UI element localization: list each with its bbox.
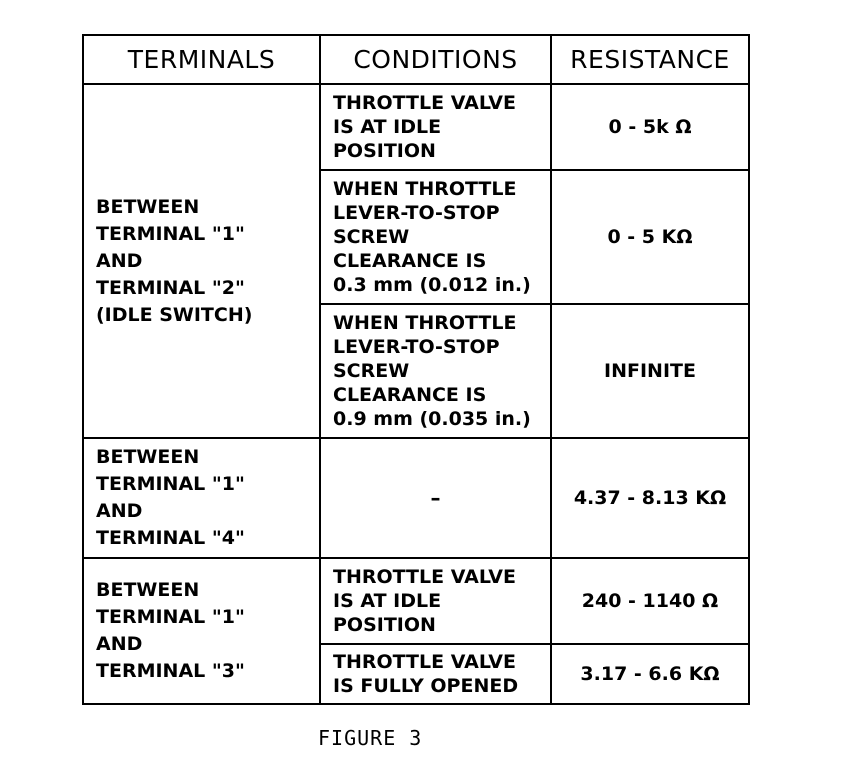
- condition-cell: WHEN THROTTLE LEVER-TO-STOP SCREW CLEARANCE IS 0.3 mm (0.012 in.): [320, 170, 551, 304]
- resistance-cell: 240 - 1140 Ω: [551, 558, 749, 644]
- condition-cell: –: [320, 438, 551, 558]
- table-row: [83, 84, 749, 170]
- header-conditions: CONDITIONS: [320, 35, 551, 84]
- table-row: [83, 558, 749, 644]
- table-row: [83, 438, 749, 558]
- header-resistance: RESISTANCE: [551, 35, 749, 84]
- terminal-cell-1-4: BETWEEN TERMINAL "1" AND TERMINAL "4": [83, 438, 320, 558]
- resistance-cell: 4.37 - 8.13 KΩ: [551, 438, 749, 558]
- terminal-cell-1-3: BETWEEN TERMINAL "1" AND TERMINAL "3": [83, 558, 320, 704]
- condition-cell: THROTTLE VALVE IS AT IDLE POSITION: [320, 558, 551, 644]
- figure-caption: FIGURE 3: [318, 726, 423, 750]
- resistance-cell: 0 - 5k Ω: [551, 84, 749, 170]
- condition-cell: THROTTLE VALVE IS FULLY OPENED: [320, 644, 551, 704]
- condition-cell: THROTTLE VALVE IS AT IDLE POSITION: [320, 84, 551, 170]
- resistance-cell: INFINITE: [551, 304, 749, 438]
- resistance-cell: 0 - 5 KΩ: [551, 170, 749, 304]
- terminal-cell-1-2: BETWEEN TERMINAL "1" AND TERMINAL "2" (IDLE SWITCH): [83, 84, 320, 438]
- table-header-row: [83, 35, 749, 84]
- resistance-cell: 3.17 - 6.6 KΩ: [551, 644, 749, 704]
- header-terminals: TERMINALS: [83, 35, 320, 84]
- condition-cell: WHEN THROTTLE LEVER-TO-STOP SCREW CLEARANCE IS 0.9 mm (0.035 in.): [320, 304, 551, 438]
- resistance-spec-table: [82, 34, 750, 705]
